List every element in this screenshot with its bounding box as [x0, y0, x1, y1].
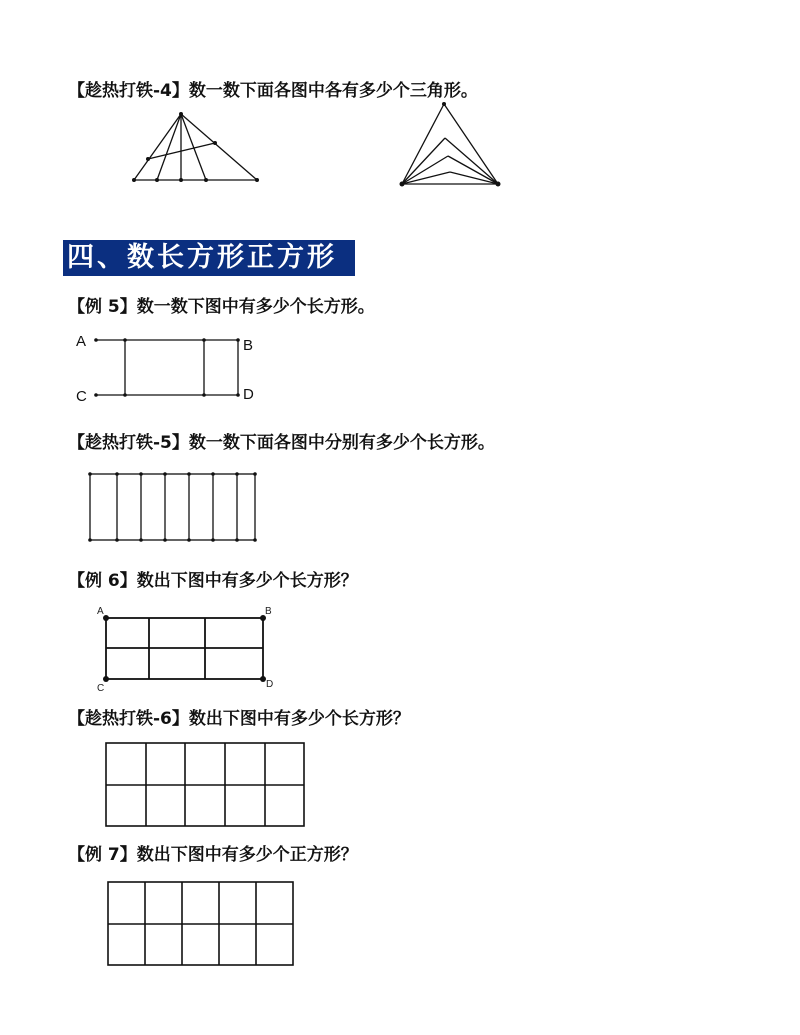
problem-4-text: 【例 6】数出下图中有多少个长方形？ — [68, 571, 358, 591]
label-c: C — [76, 388, 87, 405]
label-b-ex6: B — [265, 606, 272, 617]
label-a-ex6: A — [97, 606, 104, 617]
section-heading: 四、数长方形正方形 — [63, 240, 355, 276]
problem-1-text: 【趁热打铁-4】数一数下面各图中各有多少个三角形。 — [68, 81, 478, 101]
problem-3-text: 【趁热打铁-5】数一数下面各图中分别有多少个长方形。 — [68, 433, 495, 453]
label-a: A — [76, 333, 87, 350]
label-d-ex6: D — [266, 679, 274, 690]
problem-2-text: 【例 5】数一数下图中有多少个长方形。 — [68, 297, 375, 317]
label-b: B — [243, 337, 254, 354]
label-d: D — [243, 386, 254, 403]
problem-6-text: 【例 7】数出下图中有多少个正方形？ — [68, 845, 358, 865]
problem-5-text: 【趁热打铁-6】数出下图中有多少个长方形？ — [68, 709, 410, 729]
label-c-ex6: C — [97, 683, 105, 694]
